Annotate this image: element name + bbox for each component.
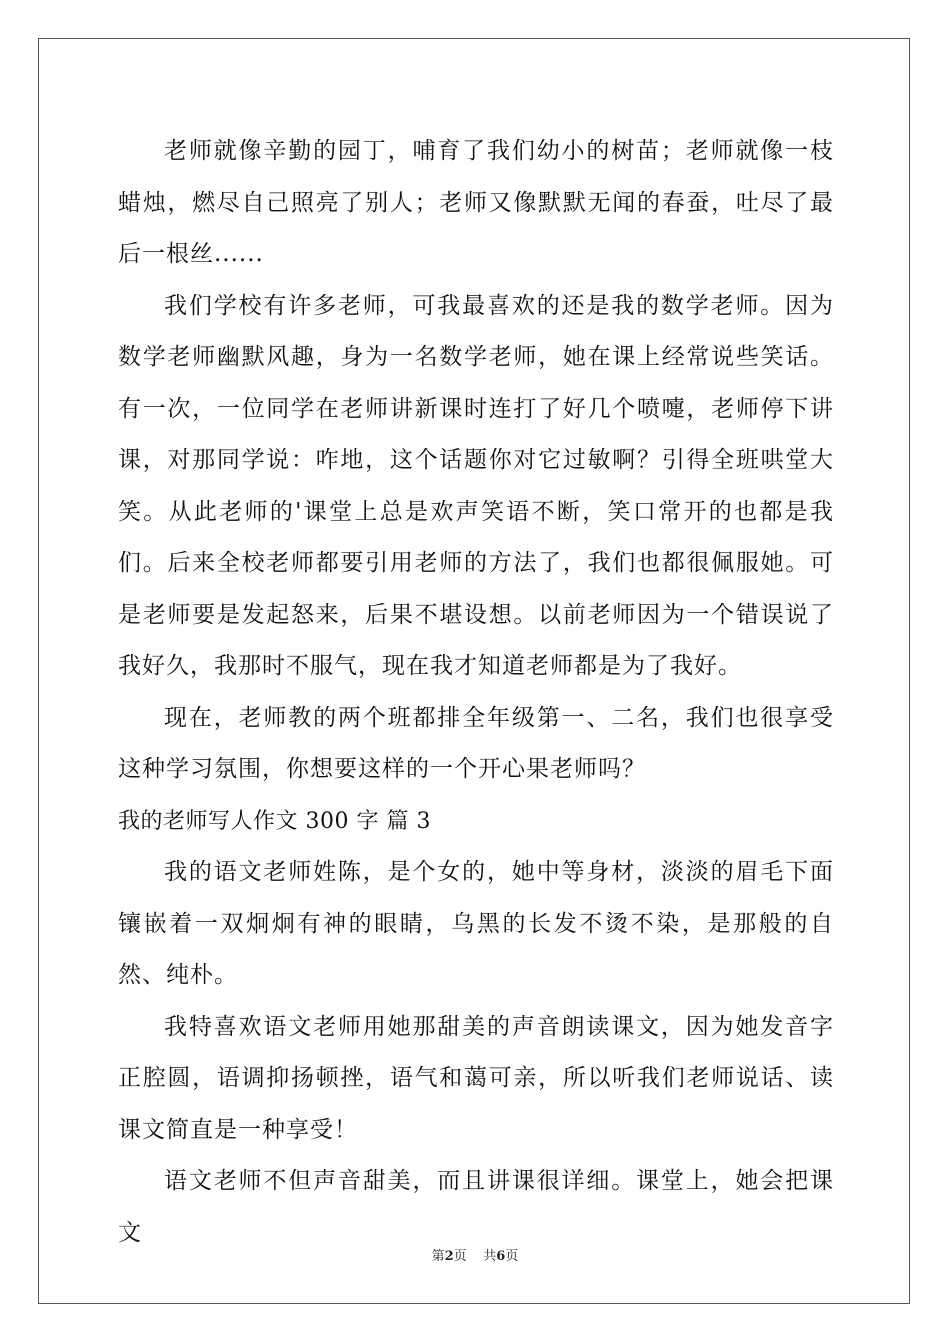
total-suffix: 页 <box>505 1249 519 1264</box>
page-prefix: 第 <box>431 1249 445 1264</box>
total-prefix: 共 <box>483 1249 497 1264</box>
paragraph-math-teacher: 我们学校有许多老师，可我最喜欢的还是我的数学老师。因为数学老师幽默风趣，身为一名数学老师，她在课上经常说些笑话。有一次，一位同学在老师讲新课时连打了好几个喷嚏，老师停下讲课，对那同学说：咋地，这个话题你对它过敏啊？引得全班哄堂大笑。从此老师的'课堂上总是欢声笑语不断，笑口常开的也都是我们。后来全校老师都要引用老师的方法了，我们也都很佩服她。可是老师要是发起怒来，后果不堪设想。以前老师因为一个错误说了我好久，我那时不服气，现在我才知道老师都是为了我好。 <box>118 292 834 679</box>
paragraph-class-ranking: 现在，老师教的两个班都排全年级第一、二名，我们也很享受这种学习氛围，你想要这样的一个开心果老师吗？ <box>118 704 834 782</box>
paragraph-chinese-teacher-lessons: 语文老师不但声音甜美，而且讲课很详细。课堂上，她会把课文 <box>118 1168 834 1246</box>
total-pages: 6 <box>496 1249 506 1264</box>
page-suffix: 页 <box>453 1249 467 1264</box>
paragraph-chinese-teacher-voice: 我特喜欢语文老师用她那甜美的声音朗读课文，因为她发音字正腔圆，语调抑扬顿挫，语气和蔼可亲，所以听我们老师说话、读课文简直是一种享受！ <box>118 1013 834 1143</box>
page-number: 2 <box>444 1249 454 1264</box>
paragraph-chinese-teacher-appearance: 我的语文老师姓陈，是个女的，她中等身材，淡淡的眉毛下面镶嵌着一双炯炯有神的眼睛，乌黑的长发不烫不染，是那般的自然、纯朴。 <box>118 859 834 988</box>
paragraph-teacher-metaphors: 老师就像辛勤的园丁，哺育了我们幼小的树苗；老师就像一枝蜡烛，燃尽自己照亮了别人；老师又像默默无闻的春蚕，吐尽了最后一根丝...... <box>118 138 834 267</box>
page-footer <box>0 1245 950 1264</box>
document-body <box>118 126 834 1259</box>
section-heading: 我的老师写人作文 300 字 篇 3 <box>118 808 431 834</box>
